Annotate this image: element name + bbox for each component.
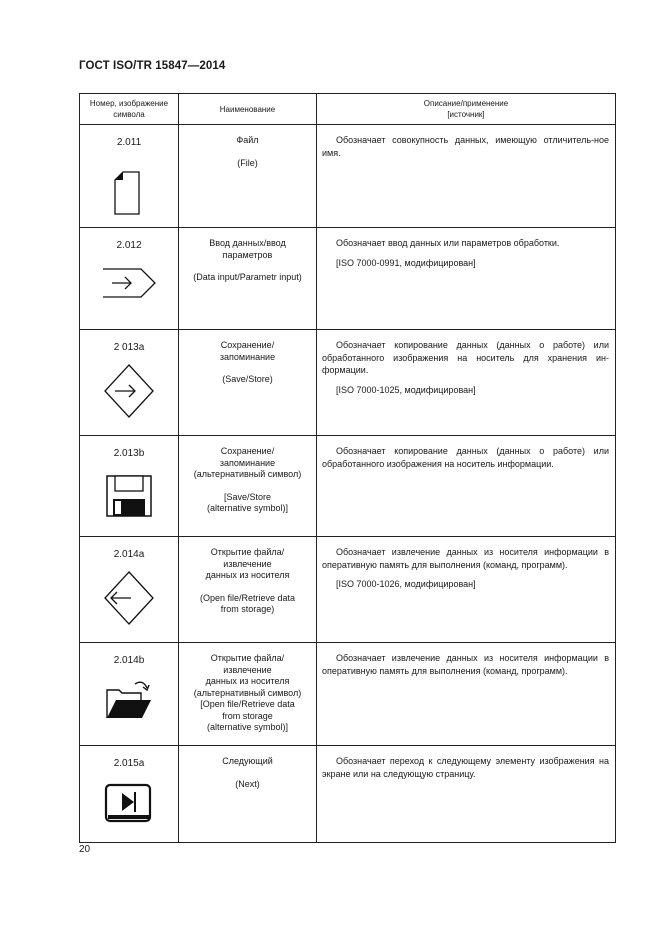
description-text: Обозначает ввод данных или параметров обработки.: [336, 238, 560, 248]
description-reference: [ISO 7000-1026, модифицирован]: [336, 579, 476, 589]
symbol-description: [317, 746, 615, 780]
name-en-line: (File): [237, 157, 258, 168]
description-text: Обозначает переход к следующему элементу изображения на экране или на следующую страницу.: [322, 756, 609, 779]
table-header-row: [80, 94, 616, 125]
description-text: Обозначает совокупность данных, имеющую отличитель-ное имя.: [322, 135, 609, 158]
number-cell: [80, 125, 179, 228]
table-row: [80, 125, 616, 228]
description-cell: [317, 330, 616, 436]
header-number-line1: Номер, изображение: [89, 99, 169, 108]
name-ru-line: Следующий: [222, 756, 273, 766]
name-cell: [179, 125, 317, 228]
save-store-icon: [101, 361, 157, 421]
name-ru-line: запоминание: [219, 457, 276, 468]
number-cell: [80, 746, 179, 843]
name-en-line: (Next): [235, 778, 260, 789]
header-name: [179, 94, 317, 125]
name-en-line: [Save/Store: [223, 491, 272, 502]
symbol-number: 2.012: [116, 240, 142, 251]
name-cell: [179, 537, 317, 643]
data-input-icon: [99, 261, 159, 305]
description-cell: [317, 643, 616, 746]
next-icon: [102, 781, 156, 825]
symbol-description: [317, 228, 615, 269]
symbol-name: [179, 446, 316, 515]
description-reference: [ISO 7000-1025, модифицирован]: [336, 384, 476, 395]
symbol-description: [317, 643, 615, 677]
symbol-name: [179, 238, 316, 284]
number-cell: [80, 537, 179, 643]
name-ru-line: Сохранение/: [220, 446, 275, 456]
file-icon: [109, 162, 149, 218]
table-row: [80, 228, 616, 330]
symbol-number: 2.013b: [113, 448, 145, 459]
table-row: [80, 330, 616, 436]
document-header: ГОСТ ISO/TR 15847—2014: [79, 60, 226, 72]
name-ru-line: извлечение: [223, 664, 272, 675]
name-cell: [179, 746, 317, 843]
table-row: [80, 746, 616, 843]
symbol-number: 2.014a: [113, 549, 145, 560]
open-folder-icon: [101, 676, 157, 724]
name-cell: [179, 228, 317, 330]
symbol-description: [317, 330, 615, 396]
table-row: [80, 537, 616, 643]
name-cell: [179, 330, 317, 436]
name-cell: [179, 436, 317, 537]
symbol-name: [179, 340, 316, 386]
name-ru-line: (альтернативный символ): [193, 687, 302, 698]
symbol-description: [317, 125, 615, 159]
symbol-name: [179, 135, 316, 169]
header-description-line1: Описание/применение: [423, 99, 509, 108]
description-cell: [317, 537, 616, 643]
description-cell: [317, 746, 616, 843]
header-description: [317, 94, 616, 125]
number-cell: [80, 330, 179, 436]
name-ru-line: запоминание: [219, 351, 276, 362]
name-ru-line: Открытие файла/: [210, 653, 285, 663]
symbol-description: [317, 436, 615, 470]
name-ru-line: извлечение: [223, 558, 272, 569]
symbol-number: 2 013a: [113, 342, 145, 353]
description-cell: [317, 436, 616, 537]
symbols-table: [79, 93, 616, 843]
header-number: [80, 94, 179, 125]
name-cell: [179, 643, 317, 746]
description-text: Обозначает извлечение данных из носителя информации в оперативную память для выполнения (команд, программ).: [322, 547, 609, 570]
name-en-line: (Open file/Retrieve data: [199, 592, 296, 603]
description-cell: [317, 228, 616, 330]
symbol-number: 2.015a: [113, 758, 145, 769]
table-row: [80, 436, 616, 537]
name-en-line: [Open file/Retrieve data: [200, 699, 295, 709]
header-name-text: Наименование: [219, 104, 276, 114]
symbol-number: 2.011: [116, 137, 142, 148]
floppy-disk-icon: [104, 473, 154, 521]
description-text: Обозначает копирование данных (данных о работе) или обработанного изображения на носитель для хранения ин-формации.: [322, 340, 609, 375]
name-ru-line: (альтернативный символ): [193, 469, 302, 479]
header-description-line2: [источник]: [447, 110, 485, 119]
name-en-line: from storage: [222, 710, 273, 721]
name-en-line: (alternative symbol)]: [206, 503, 289, 513]
name-en-line: (Data input/Parametr input): [193, 272, 302, 282]
header-number-line2: символа: [113, 110, 145, 119]
name-ru-line: Сохранение/: [220, 340, 275, 350]
table-row: [80, 643, 616, 746]
page-number: 20: [79, 844, 91, 855]
number-cell: [80, 228, 179, 330]
name-ru-line: Ввод данных/ввод: [209, 238, 286, 248]
name-ru-line: параметров: [222, 249, 273, 260]
description-reference: [ISO 7000-0991, модифицирован]: [336, 257, 476, 268]
open-file-retrieve-icon: [101, 568, 157, 628]
description-cell: [317, 125, 616, 228]
number-cell: [80, 643, 179, 746]
symbol-name: [179, 756, 316, 790]
number-cell: [80, 436, 179, 537]
symbol-name: [179, 653, 316, 734]
description-text: Обозначает копирование данных (данных о работе) или обработанного изображения на носитель информации.: [322, 446, 609, 469]
name-en-line: (Save/Store): [222, 374, 273, 384]
description-text: Обозначает извлечение данных из носителя информации в оперативную память для выполнения (команд, программ).: [322, 653, 609, 676]
name-ru-line: данных из носителя: [205, 676, 290, 686]
symbol-number: 2.014b: [113, 655, 145, 666]
name-ru-line: Файл: [236, 135, 259, 145]
name-ru-line: данных из носителя: [205, 570, 290, 580]
name-en-line: (alternative symbol)]: [206, 722, 289, 732]
symbol-description: [317, 537, 615, 591]
name-en-line: from storage): [220, 604, 275, 614]
symbol-name: [179, 547, 316, 616]
name-ru-line: Открытие файла/: [210, 547, 285, 557]
